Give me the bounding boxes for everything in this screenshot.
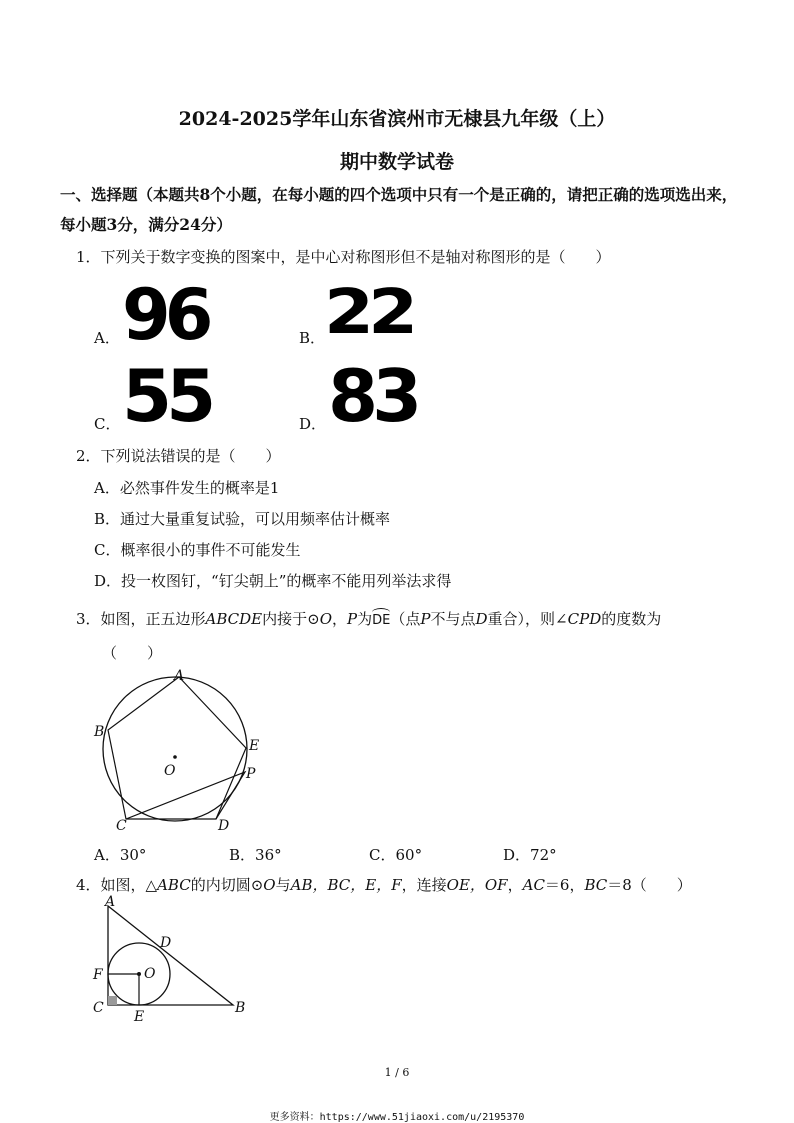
label-p: P bbox=[246, 766, 256, 782]
q1-option-c-label: C． bbox=[94, 415, 121, 433]
q2-option-a: A．必然事件发生的概率是1 bbox=[94, 479, 280, 497]
q1-option-b-label: B． bbox=[299, 329, 326, 347]
question-1-stem: 1．下列关于数字变换的图案中，是中心对称图形但不是轴对称图形的是（ ） bbox=[76, 248, 611, 266]
section-heading: 一、选择题（本题共8个小题，在每小题的四个选项中只有一个是正确的，请把正确的选项选出来，每小题3分，满分24分） bbox=[60, 185, 738, 234]
q1-option-c-glyph: 55 bbox=[122, 354, 211, 438]
question-3-stem: 3．如图，正五边形ABCDE内接于⊙O，P为DE（点P不与点D重合），则∠CPD的度数为 bbox=[76, 610, 662, 628]
label-f: F bbox=[93, 967, 103, 983]
incenter-point bbox=[137, 972, 141, 976]
q2-option-d: D．投一枚图钉，“钉尖朝上”的概率不能用列举法求得 bbox=[94, 572, 452, 590]
arc-de: DE bbox=[372, 613, 391, 628]
label-b: B bbox=[94, 724, 105, 740]
q3-option-a: A．30° bbox=[94, 846, 147, 864]
q1-option-d-glyph: 83 bbox=[328, 354, 417, 438]
label-o: O bbox=[164, 763, 176, 779]
question-3-paren: （ ） bbox=[102, 644, 163, 662]
label-c: C bbox=[116, 818, 127, 834]
page-number: 1 / 6 bbox=[384, 1066, 410, 1079]
triangle-abc bbox=[108, 906, 233, 1005]
q3-option-d: D．72° bbox=[503, 846, 557, 864]
label-d: D bbox=[160, 935, 172, 951]
label-e: E bbox=[134, 1009, 145, 1024]
resource-link[interactable]: 更多资料：https://www.51jiaoxi.com/u/2195370 bbox=[269, 1112, 525, 1123]
label-e: E bbox=[249, 738, 260, 754]
center-point bbox=[173, 755, 177, 759]
q3-option-b: B．36° bbox=[229, 846, 282, 864]
question-4-stem: 4．如图，△ABC的内切圆⊙O与AB，BC，E，F，连接OE，OF，AC＝6，BC＝8（ ） bbox=[76, 876, 692, 894]
q2-option-b: B．通过大量重复试验，可以用频率估计概率 bbox=[94, 510, 391, 528]
label-c: C bbox=[93, 1000, 104, 1016]
question-2-stem: 2．下列说法错误的是（ ） bbox=[76, 447, 281, 465]
q1-option-a-label: A． bbox=[94, 329, 120, 347]
label-a: A bbox=[105, 894, 116, 910]
q1-option-b-glyph: 22 bbox=[324, 276, 413, 348]
label-b: B bbox=[235, 1000, 246, 1016]
q1-option-a-glyph: 96 bbox=[122, 274, 208, 356]
label-a: A bbox=[174, 668, 185, 684]
exam-title-line1: 2024-2025学年山东省滨州市无棣县九年级（上） bbox=[178, 108, 616, 130]
q1-option-d-label: D． bbox=[299, 415, 327, 433]
label-o: O bbox=[144, 966, 156, 982]
right-angle-mark bbox=[108, 996, 117, 1005]
q3-option-c: C．60° bbox=[369, 846, 423, 864]
q3-figure bbox=[88, 664, 278, 836]
segments-cp-pd bbox=[126, 772, 245, 819]
q2-option-c: C．概率很小的事件不可能发生 bbox=[94, 541, 301, 559]
label-d: D bbox=[218, 818, 230, 834]
exam-title-line2: 期中数学试卷 bbox=[339, 151, 454, 173]
q4-figure bbox=[88, 894, 258, 1024]
